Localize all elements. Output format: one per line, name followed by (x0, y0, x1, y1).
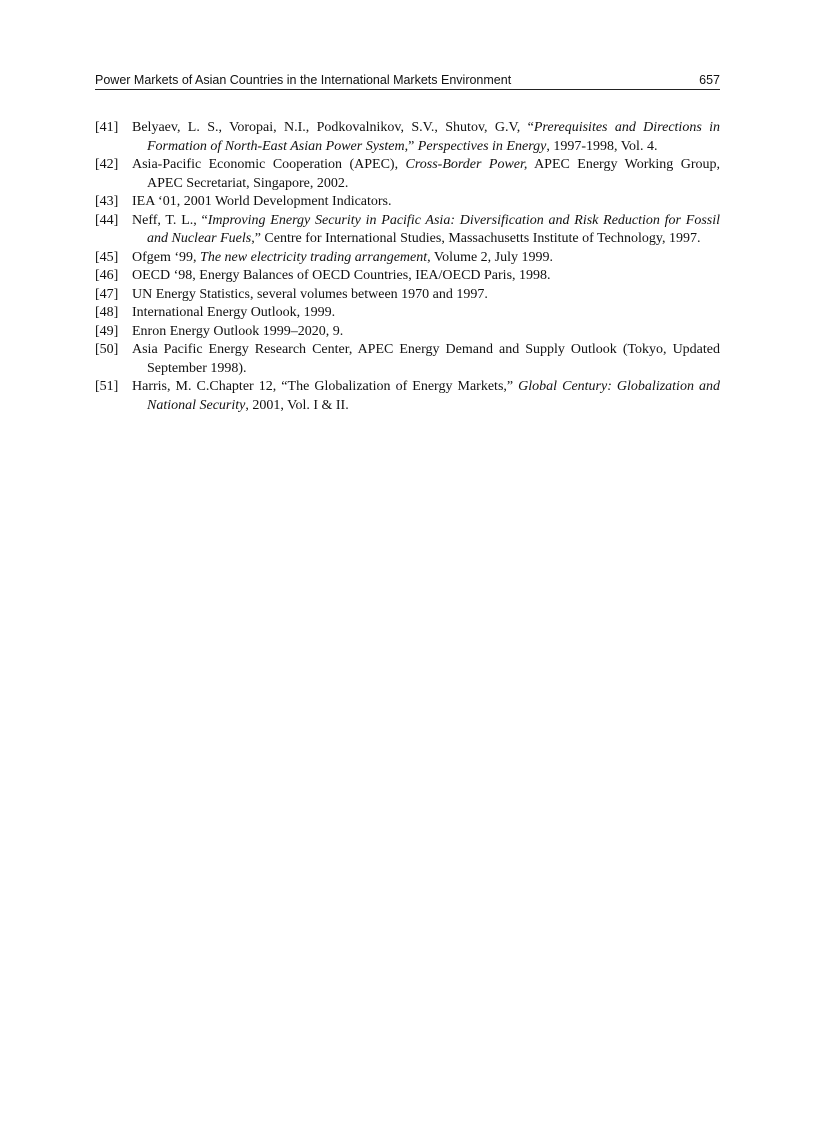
reference-text: ,” (404, 138, 418, 154)
reference-text: , 1997-1998, Vol. 4. (546, 138, 658, 154)
reference-entry (95, 193, 720, 212)
reference-text: Harris, M. C.Chapter 12, “The Globalization of Energy Markets,” (132, 379, 519, 394)
reference-text: , 2001, Vol. I & II. (245, 397, 349, 413)
reference-entry (95, 249, 720, 268)
reference-text: UN Energy Statistics, several volumes between 1970 and 1997. (132, 286, 488, 302)
reference-text: APEC Energy Working Group, APEC Secretariat, Singapore, 2002. (147, 157, 720, 191)
reference-number: [44] (95, 212, 119, 228)
reference-text: IEA ‘01, 2001 World Development Indicators. (132, 194, 392, 209)
reference-number: [42] (95, 157, 119, 172)
reference-entry (95, 212, 720, 249)
reference-number: [41] (95, 120, 119, 135)
reference-text: Asia-Pacific Economic Cooperation (APEC), (132, 157, 406, 172)
reference-title-italic: Perspectives in Energy (417, 138, 547, 154)
reference-text: OECD ‘98, Energy Balances of OECD Countries, IEA/OECD Paris, 1998. (132, 268, 551, 283)
reference-text: Asia Pacific Energy Research Center, APEC Energy Demand and Supply Outlook (Tokyo, Updated September 1998). (132, 342, 720, 376)
reference-text: Belyaev, L. S., Voropai, N.I., Podkovalnikov, S.V., Shutov, G.V, “ (132, 120, 534, 135)
reference-entry (95, 119, 720, 156)
reference-title-italic: Improving Energy Security in Pacific Asia: Diversification and Risk Reduction for Fossil and Nuclear Fuels (147, 212, 721, 246)
reference-text: Enron Energy Outlook 1999–2020, 9. (132, 323, 344, 339)
reference-title-italic: Cross-Border Power, (405, 157, 528, 172)
reference-list (95, 119, 720, 415)
reference-entry (95, 341, 720, 378)
reference-text: ,” Centre for International Studies, Massachusetts Institute of Technology, 1997. (251, 231, 701, 246)
running-header (95, 71, 720, 90)
reference-title-italic: Prerequisites and Directions in Formation of North-East Asian Power System (147, 120, 721, 154)
reference-entry (95, 378, 720, 415)
reference-entry (95, 267, 720, 286)
reference-entry (95, 323, 720, 342)
reference-entry (95, 304, 720, 323)
reference-number: [45] (95, 249, 119, 265)
page-number: 657 (699, 73, 720, 87)
reference-title-italic: Global Century: Globalization and National Security (147, 379, 720, 413)
reference-number: [48] (95, 305, 119, 320)
reference-text: International Energy Outlook, 1999. (132, 305, 336, 320)
reference-number: [43] (95, 194, 119, 209)
running-header-title: Power Markets of Asian Countries in the International Markets Environment (95, 73, 512, 87)
reference-entry (95, 156, 720, 193)
reference-text: Ofgem ‘99, (132, 249, 201, 265)
reference-title-italic: The new electricity trading arrangement (200, 249, 428, 265)
reference-number: [49] (95, 323, 119, 339)
reference-number: [51] (95, 379, 119, 394)
reference-entry (95, 286, 720, 305)
reference-number: [47] (95, 286, 119, 302)
reference-text: , Volume 2, July 1999. (427, 249, 554, 265)
reference-number: [50] (95, 342, 119, 357)
reference-number: [46] (95, 268, 119, 283)
reference-text: Neff, T. L., “ (132, 212, 208, 228)
